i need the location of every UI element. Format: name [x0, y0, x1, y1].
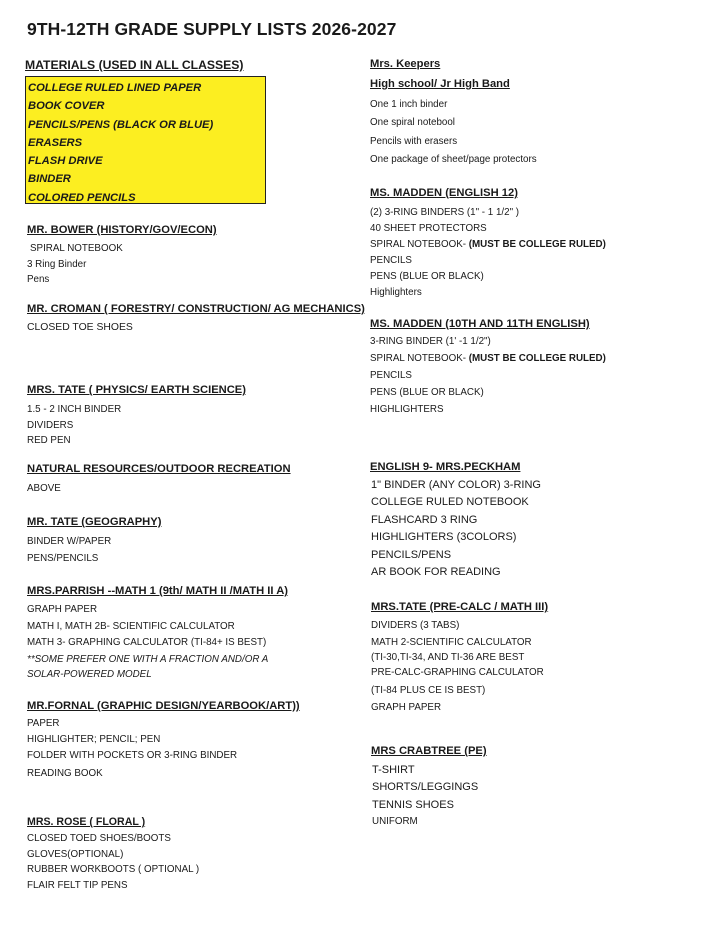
list-item: GRAPH PAPER: [27, 604, 98, 615]
list-item: PENCILS: [370, 369, 412, 381]
madden12-heading: MS. MADDEN (ENGLISH 12): [370, 187, 518, 199]
list-item: PENCILS/PENS: [371, 548, 452, 561]
list-item: DIVIDERS: [27, 419, 74, 431]
rose-list: [27, 831, 199, 893]
parrish-list: [27, 602, 268, 683]
list-item: HIGHLIGHTER; PENCIL; PEN: [27, 733, 161, 745]
list-item: RUBBER WORKBOOTS ( OPTIONAL ): [27, 864, 200, 875]
madden12-list: [370, 205, 606, 302]
list-item: HIGHLIGHTERS (3COLORS): [371, 531, 517, 544]
list-item: MATH 2-SCIENTIFIC CALCULATOR: [371, 636, 532, 648]
list-item: T-SHIRT: [372, 764, 415, 776]
list-item: 1" BINDER (ANY COLOR) 3-RING: [371, 479, 541, 491]
list-item: READING BOOK: [27, 768, 103, 779]
list-item: 40 SHEET PROTECTORS: [370, 223, 487, 235]
list-item: RED PEN: [27, 435, 71, 446]
materials-item: COLORED PENCILS: [28, 191, 136, 204]
list-item: SPIRAL NOTEBOOK- (MUST BE COLLEGE RULED): [370, 352, 606, 364]
list-item: Pencils with erasers: [370, 135, 458, 147]
list-item: PENS/PENCILS: [27, 553, 99, 564]
list-item: GLOVES(OPTIONAL): [27, 848, 124, 860]
list-item: 3-RING BINDER (1' -1 1/2"): [370, 336, 491, 347]
list-item: FLAIR FELT TIP PENS: [27, 879, 128, 891]
list-item: PENS (BLUE OR BLACK): [370, 271, 484, 283]
materials-item: ERASERS: [28, 136, 83, 149]
list-item: Highlighters: [370, 287, 422, 299]
materials-item: FLASH DRIVE: [28, 155, 103, 168]
list-item: One spiral notebool: [370, 117, 455, 129]
list-item: AR BOOK FOR READING: [371, 566, 501, 579]
tate-precalc-list: [371, 618, 544, 716]
list-item: One 1 inch binder: [370, 99, 448, 110]
materials-item: PENCILS/PENS (BLACK OR BLUE): [28, 118, 214, 131]
list-item: PENCILS: [370, 255, 412, 267]
list-item: DIVIDERS (3 TABS): [371, 620, 460, 631]
list-item: 3 Ring Binder: [27, 258, 87, 270]
bower-heading: MR. BOWER (HISTORY/GOV/ECON): [27, 224, 217, 236]
peckham-list: [371, 477, 541, 581]
rose-heading: MRS. ROSE ( FLORAL ): [27, 816, 146, 828]
list-item: SHORTS/LEGGINGS: [372, 781, 479, 794]
list-item: GRAPH PAPER: [371, 701, 442, 713]
materials-heading: MATERIALS (USED IN ALL CLASSES): [25, 58, 244, 72]
list-item: ABOVE: [27, 483, 61, 494]
note-item: SOLAR-POWERED MODEL: [27, 669, 152, 680]
list-item: UNIFORM: [372, 816, 418, 828]
keepers-list: [370, 96, 537, 169]
list-item: MATH 3- GRAPHING CALCULATOR (TI-84+ IS BEST): [27, 637, 267, 648]
tate-geo-list: [27, 533, 111, 567]
list-item: (2) 3-RING BINDERS (1" - 1 1/2" ): [370, 207, 520, 218]
list-item: Pens: [27, 274, 50, 285]
materials-item: BINDER: [28, 173, 71, 186]
list-item: CLOSED TOE SHOES: [27, 322, 133, 333]
madden1011-heading: MS. MADDEN (10TH AND 11TH ENGLISH): [370, 318, 590, 330]
croman-list: [27, 320, 133, 336]
note-item: **SOME PREFER ONE WITH A FRACTION AND/OR A: [27, 653, 269, 665]
list-item: (TI-84 PLUS CE IS BEST): [371, 684, 486, 696]
fornal-heading: MR.FORNAL (GRAPHIC DESIGN/YEARBOOK/ART)): [27, 700, 300, 712]
keepers-heading: Mrs. Keepers: [370, 58, 441, 70]
list-item: BINDER W/PAPER: [27, 536, 112, 547]
fornal-list: [27, 716, 237, 783]
peckham-heading: ENGLISH 9- MRS.PECKHAM: [370, 461, 521, 473]
tate-precalc-heading: MRS.TATE (PRE-CALC / MATH III): [371, 601, 549, 613]
croman-heading: MR. CROMAN ( FORESTRY/ CONSTRUCTION/ AG MECHANICS): [27, 303, 365, 315]
page-title: 9TH-12TH GRADE SUPPLY LISTS 2026-2027: [27, 19, 397, 39]
list-item: SPIRAL NOTEBOOK- (MUST BE COLLEGE RULED): [370, 239, 606, 251]
madden1011-list: [370, 334, 606, 418]
list-item: CLOSED TOED SHOES/BOOTS: [27, 833, 171, 844]
keepers-subheading: High school/ Jr High Band: [370, 78, 510, 90]
list-item: FOLDER WITH POCKETS OR 3-RING BINDER: [27, 750, 238, 761]
list-item: PAPER: [27, 718, 60, 729]
list-item: One package of sheet/page protectors: [370, 153, 537, 165]
tate-physics-list: [27, 402, 121, 449]
parrish-heading: MRS.PARRISH --MATH 1 (9th/ MATH II /MATH II A): [27, 585, 289, 597]
bower-list: [27, 241, 123, 288]
list-item: 1.5 - 2 INCH BINDER: [27, 404, 122, 415]
list-item: TENNIS SHOES: [372, 798, 454, 811]
natural-heading: NATURAL RESOURCES/OUTDOOR RECREATION: [27, 463, 291, 475]
list-item: PRE-CALC-GRAPHING CALCULATOR: [371, 667, 544, 678]
list-item: PENS (BLUE OR BLACK): [370, 386, 484, 398]
list-item: MATH I, MATH 2B- SCIENTIFIC CALCULATOR: [27, 620, 235, 632]
natural-list: [27, 481, 61, 497]
list-item: (TI-30,TI-34, AND TI-36 ARE BEST: [371, 652, 525, 663]
materials-item: COLLEGE RULED LINED PAPER: [28, 82, 202, 94]
list-item: COLLEGE RULED NOTEBOOK: [371, 496, 529, 509]
tate-physics-heading: MRS. TATE ( PHYSICS/ EARTH SCIENCE): [27, 384, 246, 396]
crabtree-list: [372, 762, 478, 829]
crabtree-heading: MRS CRABTREE (PE): [371, 745, 487, 757]
materials-highlight-box: [25, 76, 266, 204]
tate-geo-heading: MR. TATE (GEOGRAPHY): [27, 516, 162, 528]
list-item: HIGHLIGHTERS: [370, 403, 444, 415]
list-item: SPIRAL NOTEBOOK: [30, 243, 123, 254]
materials-item: BOOK COVER: [28, 100, 105, 113]
list-item: FLASHCARD 3 RING: [371, 513, 478, 526]
